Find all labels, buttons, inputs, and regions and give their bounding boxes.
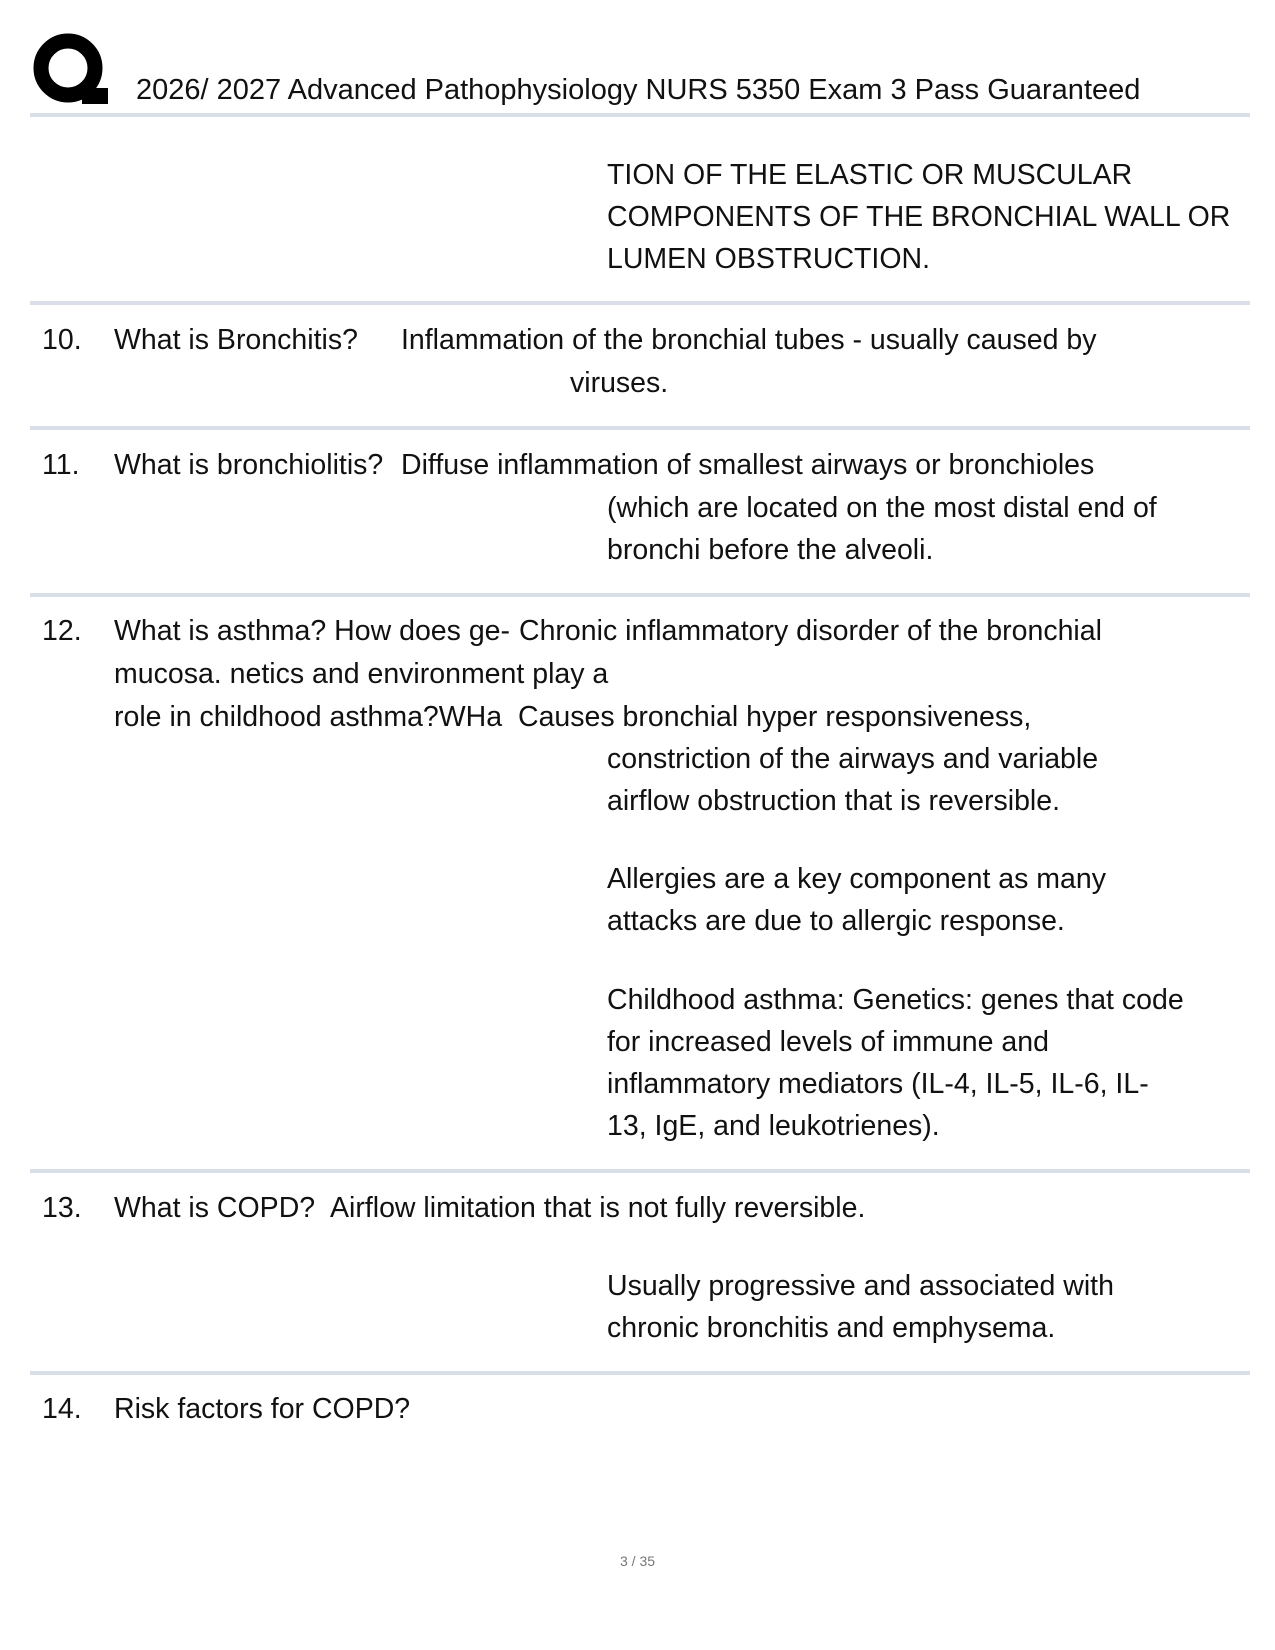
answer-line: Chronic inflammatory disorder of the bronchial <box>519 615 1102 647</box>
answer-line: 13, IgE, and leukotrienes). <box>607 1110 940 1142</box>
divider <box>30 301 1250 305</box>
divider <box>30 1371 1250 1375</box>
header-divider <box>30 113 1250 117</box>
answer-line: chronic bronchitis and emphysema. <box>607 1312 1056 1344</box>
item-number: 12. <box>42 615 82 647</box>
answer-line: for increased levels of immune and <box>607 1026 1049 1058</box>
answer-line: inflammatory mediators (IL-4, IL-5, IL-6, IL- <box>607 1068 1149 1100</box>
answer-line: Airflow limitation that is not fully reversible. <box>330 1192 866 1224</box>
question-line: role in childhood asthma?WHa <box>114 701 503 733</box>
answer-line: Allergies are a key component as many <box>607 863 1107 895</box>
q-logo-icon <box>32 32 110 112</box>
answer-line: bronchi before the alveoli. <box>607 534 934 566</box>
answer-line: Causes bronchial hyper responsiveness, <box>518 701 1032 733</box>
item-number: 13. <box>42 1192 82 1224</box>
question-line: mucosa. netics and environment play a <box>114 658 609 690</box>
question-line: What is asthma? How does ge- <box>114 615 511 647</box>
continuation-line: COMPONENTS OF THE BRONCHIAL WALL OR <box>607 201 1231 233</box>
answer-line: Diffuse inflammation of smallest airways or bronchioles <box>401 449 1095 481</box>
question-text: Risk factors for COPD? <box>114 1393 411 1425</box>
question-text: What is Bronchitis? <box>114 324 358 356</box>
answer-line: airflow obstruction that is reversible. <box>607 785 1061 817</box>
page-header-title: 2026/ 2027 Advanced Pathophysiology NURS 5350 Exam 3 Pass Guaranteed <box>136 74 1141 106</box>
page-number: 3 / 35 <box>619 1553 656 1569</box>
answer-line: Usually progressive and associated with <box>607 1270 1114 1302</box>
answer-line: Childhood asthma: Genetics: genes that code <box>607 984 1184 1016</box>
answer-line: Inflammation of the bronchial tubes - usually caused by <box>401 324 1097 356</box>
answer-line: constriction of the airways and variable <box>607 743 1099 775</box>
divider <box>30 593 1250 597</box>
answer-line: viruses. <box>570 367 669 399</box>
divider <box>30 426 1250 430</box>
item-number: 11. <box>42 449 80 481</box>
item-number: 14. <box>42 1393 82 1425</box>
divider <box>30 1169 1250 1173</box>
continuation-line: TION OF THE ELASTIC OR MUSCULAR <box>607 159 1133 191</box>
question-text: What is bronchiolitis? <box>114 449 384 481</box>
item-number: 10. <box>42 324 82 356</box>
answer-line: attacks are due to allergic response. <box>607 905 1065 937</box>
answer-line: (which are located on the most distal end of <box>607 492 1157 524</box>
question-text: What is COPD? <box>114 1192 316 1224</box>
continuation-line: LUMEN OBSTRUCTION. <box>607 243 931 275</box>
